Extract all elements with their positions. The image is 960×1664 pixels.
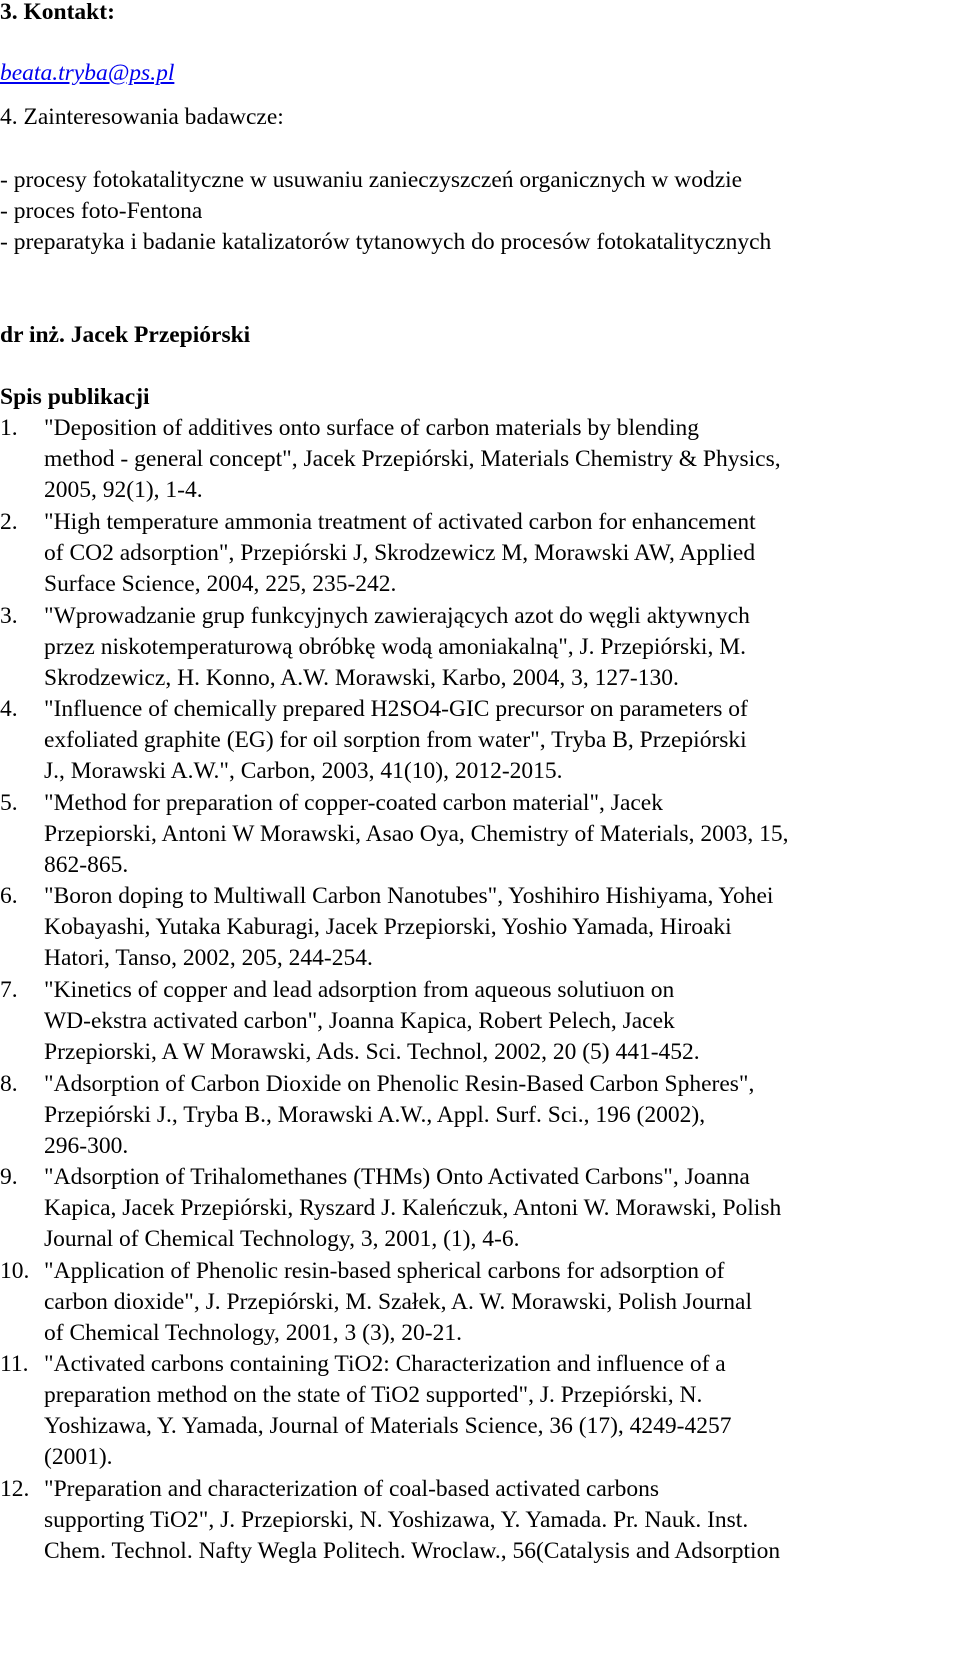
publication-text-line: exfoliated graphite (EG) for oil sorption from water", Tryba B, Przepiórski: [44, 727, 747, 753]
publication-text-line: carbon dioxide", J. Przepiórski, M. Szałek, A. W. Morawski, Polish Journal: [44, 1289, 753, 1315]
publication-text-line: "Preparation and characterization of coal-based activated carbons: [44, 1476, 660, 1502]
publication-text-line: "Wprowadzanie grup funkcyjnych zawierających azot do węgli aktywnych: [44, 603, 750, 629]
publication-text-line: przez niskotemperaturową obróbkę wodą amoniakalną", J. Przepiórski, M.: [44, 634, 746, 660]
publications-heading: Spis publikacji: [0, 384, 150, 410]
publication-text-line: Przepiorski, A W Morawski, Ads. Sci. Technol, 2002, 20 (5) 441-452.: [44, 1039, 700, 1065]
publication-text-line: "Deposition of additives onto surface of carbon materials by blending: [44, 415, 700, 441]
publication-text-line: Kobayashi, Yutaka Kaburagi, Jacek Przepiorski, Yoshio Yamada, Hiroaki: [44, 914, 732, 940]
publication-text-line: 296-300.: [44, 1133, 129, 1159]
publication-number: 3.: [0, 603, 18, 629]
publication-number: 7.: [0, 977, 18, 1003]
contact-email-row: [0, 57, 174, 89]
publication-text-line: Przepiorski, Antoni W Morawski, Asao Oya, Chemistry of Materials, 2003, 15,: [44, 821, 789, 847]
publication-number: 8.: [0, 1071, 18, 1097]
publication-text-line: Przepiórski J., Tryba B., Morawski A.W., Appl. Surf. Sci., 196 (2002),: [44, 1102, 706, 1128]
publication-text-line: Journal of Chemical Technology, 3, 2001, (1), 4-6.: [44, 1226, 520, 1252]
publication-text-line: of CO2 adsorption", Przepiórski J, Skrodzewicz M, Morawski AW, Applied: [44, 540, 756, 566]
publication-text-line: supporting TiO2", J. Przepiorski, N. Yoshizawa, Y. Yamada. Pr. Nauk. Inst.: [44, 1507, 749, 1533]
publication-number: 12.: [0, 1476, 30, 1502]
publication-number: 5.: [0, 790, 18, 816]
email-link[interactable]: beata.tryba@ps.pl: [0, 60, 175, 86]
publication-text-line: Hatori, Tanso, 2002, 205, 244-254.: [44, 945, 373, 971]
publication-text-line: "Influence of chemically prepared H2SO4-GIC precursor on parameters of: [44, 696, 748, 722]
publication-number: 1.: [0, 415, 18, 441]
publication-text-line: J., Morawski A.W.", Carbon, 2003, 41(10), 2012-2015.: [44, 758, 563, 784]
publication-text-line: 862-865.: [44, 852, 129, 878]
interests-heading: 4. Zainteresowania badawcze:: [0, 104, 284, 130]
publication-text-line: Skrodzewicz, H. Konno, A.W. Morawski, Karbo, 2004, 3, 127-130.: [44, 665, 679, 691]
publication-text-line: "Application of Phenolic resin-based spherical carbons for adsorption of: [44, 1258, 725, 1284]
publication-text-line: Yoshizawa, Y. Yamada, Journal of Materials Science, 36 (17), 4249-4257: [44, 1413, 732, 1439]
publication-text-line: "Boron doping to Multiwall Carbon Nanotubes", Yoshihiro Hishiyama, Yohei: [44, 883, 774, 909]
publication-number: 2.: [0, 509, 18, 535]
publication-text-line: method - general concept", Jacek Przepiórski, Materials Chemistry & Physics,: [44, 446, 781, 472]
publication-text-line: Kapica, Jacek Przepiórski, Ryszard J. Kaleńczuk, Antoni W. Morawski, Polish: [44, 1195, 782, 1221]
publication-number: 4.: [0, 696, 18, 722]
publication-text-line: "Adsorption of Trihalomethanes (THMs) Onto Activated Carbons", Joanna: [44, 1164, 750, 1190]
publication-text-line: "Adsorption of Carbon Dioxide on Phenolic Resin-Based Carbon Spheres",: [44, 1071, 755, 1097]
publication-text-line: preparation method on the state of TiO2 supported", J. Przepiórski, N.: [44, 1382, 703, 1408]
publication-number: 9.: [0, 1164, 18, 1190]
publication-text-line: WD-ekstra activated carbon", Joanna Kapica, Robert Pelech, Jacek: [44, 1008, 675, 1034]
publication-number: 6.: [0, 883, 18, 909]
interest-item: - preparatyka i badanie katalizatorów tytanowych do procesów fotokatalitycznych: [0, 229, 772, 255]
publication-text-line: of Chemical Technology, 2001, 3 (3), 20-21.: [44, 1320, 463, 1346]
contact-heading: 3. Kontakt:: [0, 0, 115, 25]
publication-text-line: "Activated carbons containing TiO2: Characterization and influence of a: [44, 1351, 726, 1377]
interest-item: - proces foto-Fentona: [0, 198, 203, 224]
publication-text-line: "Kinetics of copper and lead adsorption from aqueous solutiuon on: [44, 977, 675, 1003]
person-name: dr inż. Jacek Przepiórski: [0, 322, 251, 348]
publication-text-line: (2001).: [44, 1444, 113, 1470]
interest-item: - procesy fotokatalityczne w usuwaniu zanieczyszczeń organicznych w wodzie: [0, 167, 743, 193]
publication-number: 10.: [0, 1258, 30, 1284]
publication-text-line: "High temperature ammonia treatment of activated carbon for enhancement: [44, 509, 756, 535]
publication-text-line: Surface Science, 2004, 225, 235-242.: [44, 571, 397, 597]
publication-text-line: 2005, 92(1), 1-4.: [44, 477, 203, 503]
publication-text-line: Chem. Technol. Nafty Wegla Politech. Wroclaw., 56(Catalysis and Adsorption: [44, 1538, 781, 1564]
publication-number: 11.: [0, 1351, 29, 1377]
publication-text-line: "Method for preparation of copper-coated carbon material", Jacek: [44, 790, 663, 816]
